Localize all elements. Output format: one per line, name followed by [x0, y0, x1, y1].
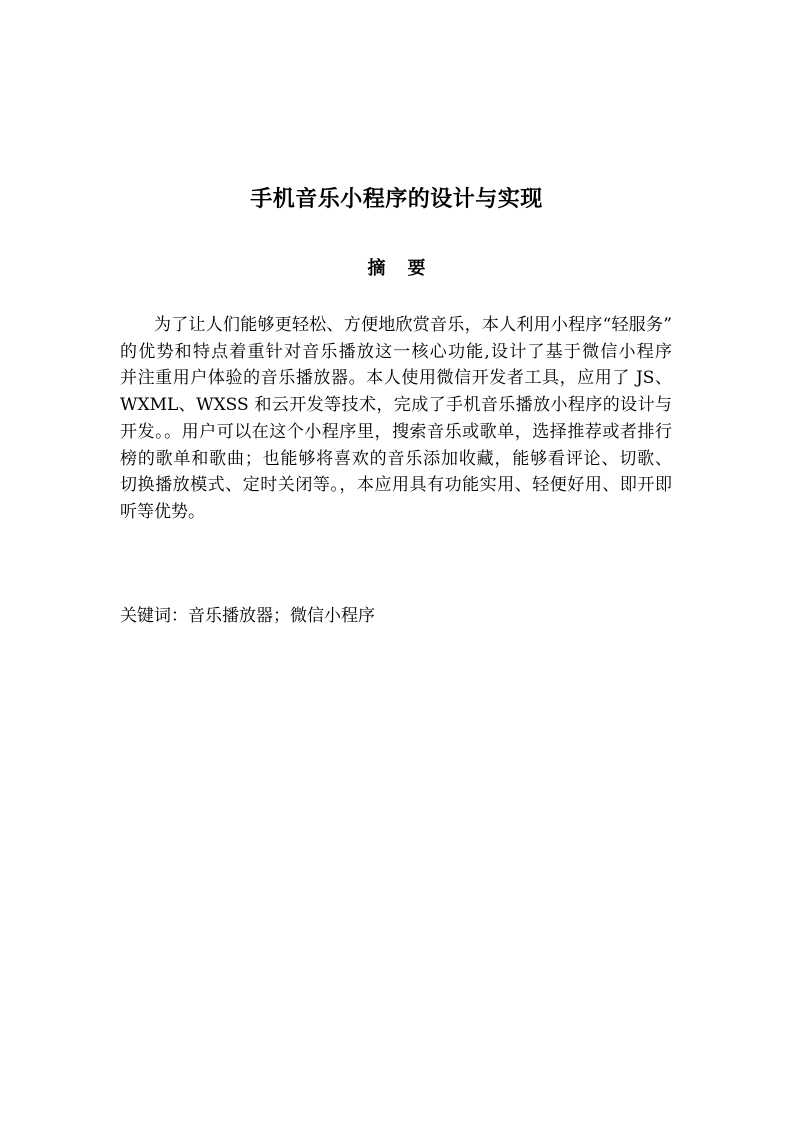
abstract-line: 开发。。用户可以在这个小程序里，搜索音乐或歌单，选择推荐或者排行 — [120, 421, 672, 442]
keywords — [120, 603, 375, 629]
abstract-line: 的优势和特点着重针对音乐播放这一核心功能,设计了基于微信小程序 — [120, 341, 672, 362]
abstract-line: 切换播放模式、定时关闭等。，本应用具有功能实用、轻便好用、即开即 — [120, 475, 672, 496]
abstract-line: 听等优势。 — [120, 501, 205, 522]
abstract-body — [120, 312, 672, 526]
abstract-heading: 摘要 — [367, 258, 448, 279]
keywords-value: 音乐播放器；微信小程序 — [188, 606, 375, 626]
abstract-line: 为了让人们能够更轻松、方便地欣赏音乐，本人利用小程序“轻服务” — [154, 315, 672, 335]
abstract-line: WXML、WXSS 和云开发等技术，完成了手机音乐播放小程序的设计与 — [120, 395, 672, 416]
keywords-label: 关键词： — [120, 606, 188, 626]
abstract-line: 并注重用户体验的音乐播放器。本人使用微信开发者工具，应用了 JS、 — [120, 368, 672, 389]
page-title: 手机音乐小程序的设计与实现 — [250, 187, 543, 212]
abstract-line: 榜的歌单和歌曲；也能够将喜欢的音乐添加收藏，能够看评论、切歌、 — [120, 448, 672, 469]
